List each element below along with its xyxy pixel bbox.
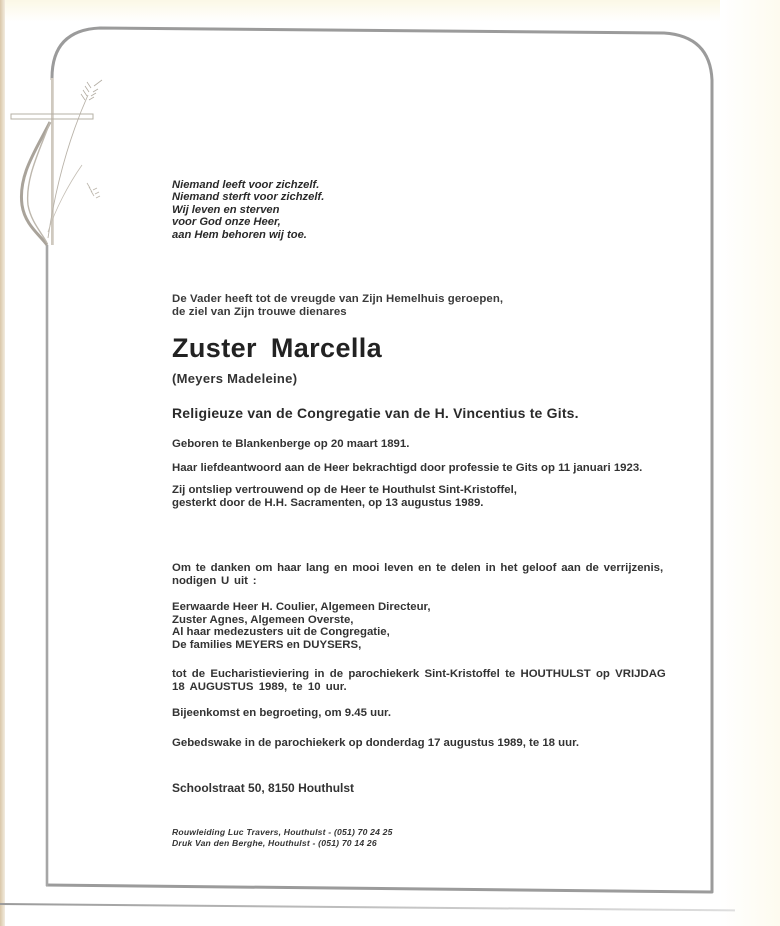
birth-info: Geboren te Blankenberge op 20 maart 1891. bbox=[172, 438, 410, 450]
meeting-info: Bijeenkomst en begroeting, om 9.45 uur. bbox=[172, 707, 392, 719]
credit-line: Rouwleiding Luc Travers, Houthulst - (051) 70 24 25 bbox=[172, 827, 393, 837]
congregation: Religieuze van de Congregatie van de H. Vincentius te Gits. bbox=[172, 405, 579, 421]
invitation-text bbox=[172, 562, 663, 587]
inviter: Al haar medezusters uit de Congregatie, bbox=[172, 626, 390, 639]
mass-line: tot de Eucharistieviering in de parochiekerk Sint-Kristoffel te HOUTHULST op VRIJDAG bbox=[172, 668, 666, 680]
credit-line: Druk Van den Berghe, Houthulst - (051) 70 14 26 bbox=[172, 838, 377, 849]
address: Schoolstraat 50, 8150 Houthulst bbox=[172, 781, 355, 795]
deceased-name bbox=[172, 333, 382, 364]
mass-info bbox=[172, 668, 666, 693]
vigil-info: Gebedswake in de parochiekerk op donderdag 17 augustus 1989, te 18 uur. bbox=[172, 737, 580, 749]
poem bbox=[172, 179, 324, 241]
poem-line: Niemand sterft voor zichzelf. bbox=[172, 191, 325, 204]
mass-line: 18 AUGUSTUS 1989, te 10 uur. bbox=[172, 680, 347, 693]
intro-line: De Vader heeft tot de vreugde van Zijn Hemelhuis geroepen, bbox=[172, 293, 504, 305]
maiden-name: (Meyers Madeleine) bbox=[172, 371, 298, 386]
poem-line: Wij leven en sterven bbox=[172, 203, 280, 216]
profession-info: Haar liefdeantwoord aan de Heer bekrachtigd door professie te Gits op 11 januari 1923. bbox=[172, 462, 643, 474]
inviter: Zuster Agnes, Algemeen Overste, bbox=[172, 613, 354, 626]
death-line: gesterkt door de H.H. Sacramenten, op 13 augustus 1989. bbox=[172, 496, 484, 509]
name-title: Zuster bbox=[172, 333, 257, 363]
poem-line: voor God onze Heer, bbox=[172, 216, 281, 229]
poem-line: Niemand leeft voor zichzelf. bbox=[172, 179, 320, 191]
credits bbox=[172, 827, 393, 850]
intro-text bbox=[172, 293, 503, 318]
inviters-list bbox=[172, 601, 431, 651]
invitation-line: nodigen U uit : bbox=[172, 574, 257, 587]
death-line: Zij ontsliep vertrouwend op de Heer te Houthulst Sint-Kristoffel, bbox=[172, 484, 517, 496]
name-given: Marcella bbox=[270, 333, 383, 363]
inviter: De families MEYERS en DUYSERS, bbox=[172, 638, 362, 651]
cross-with-wheat-icon bbox=[11, 78, 102, 245]
invitation-line: Om te danken om haar lang en mooi leven en te delen in het geloof aan de verrijzenis, bbox=[172, 562, 664, 574]
inviter: Eerwaarde Heer H. Coulier, Algemeen Directeur, bbox=[172, 601, 431, 613]
poem-line: aan Hem behoren wij toe. bbox=[172, 228, 307, 241]
intro-line: de ziel van Zijn trouwe dienares bbox=[172, 305, 347, 318]
death-info bbox=[172, 484, 517, 509]
